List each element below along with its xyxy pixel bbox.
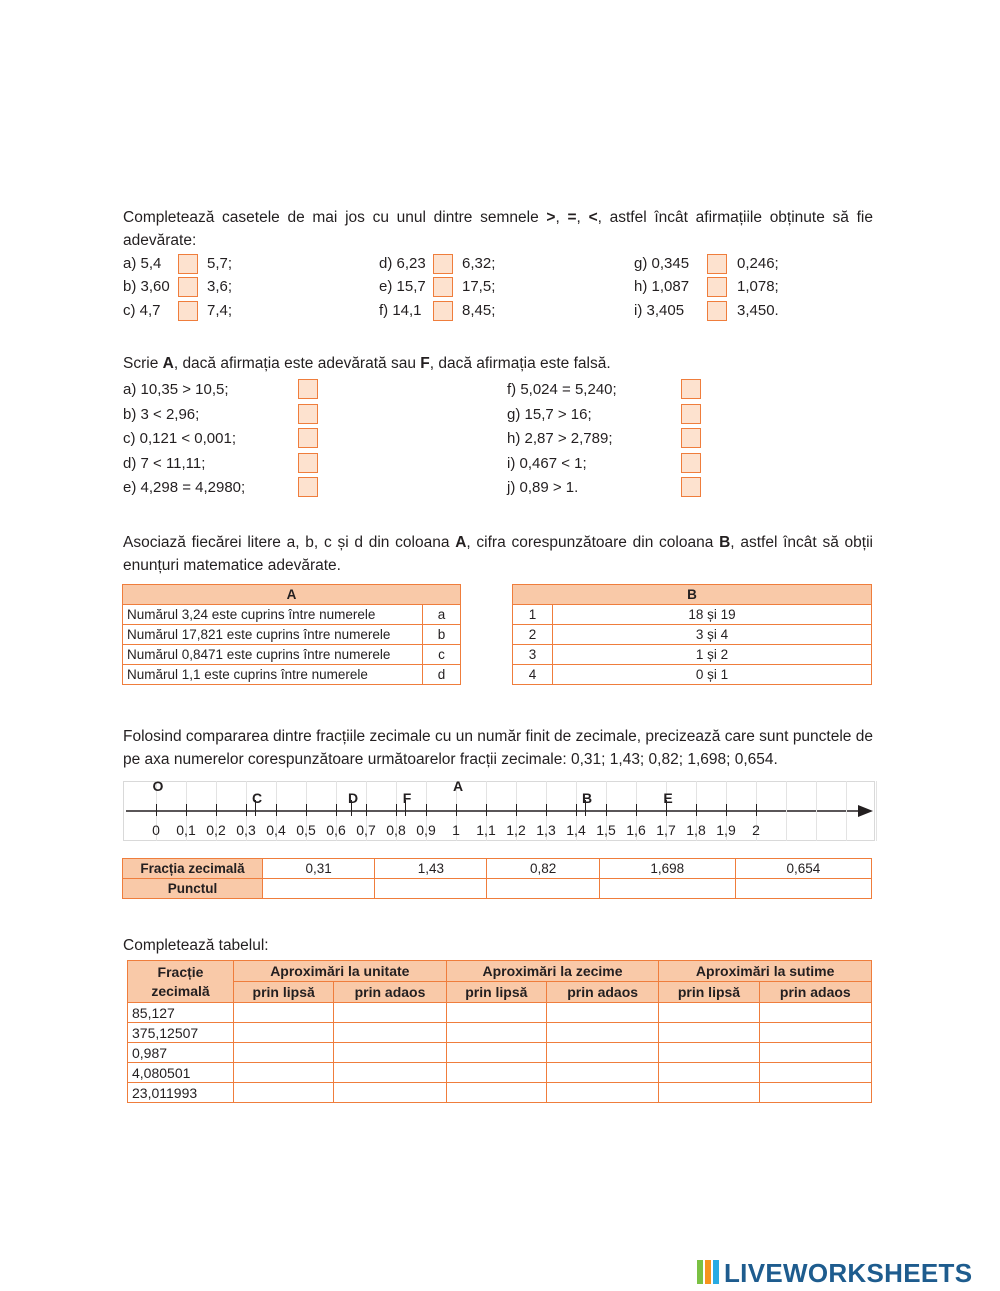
grid-line xyxy=(876,781,877,841)
true-false-answer-box[interactable] xyxy=(298,477,318,497)
true-false-answer-box[interactable] xyxy=(298,379,318,399)
axis-tick-label: 1,2 xyxy=(506,822,526,838)
table-row xyxy=(128,1063,872,1083)
compare-left-value: g) 0,345 xyxy=(634,255,690,272)
ex5-head-fraction: Fracție zecimală xyxy=(128,961,234,1003)
axis-tick xyxy=(426,804,427,816)
axis-tick-label: 0,5 xyxy=(296,822,316,838)
axis-tick xyxy=(636,804,637,816)
axis-tick xyxy=(336,804,337,816)
axis-tick xyxy=(366,804,367,816)
true-false-answer-box[interactable] xyxy=(681,477,701,497)
axis-tick-label: 0,3 xyxy=(236,822,256,838)
approximation-answer-cell[interactable] xyxy=(446,1083,546,1103)
compare-right-value: 17,5; xyxy=(462,278,496,295)
true-false-answer-box[interactable] xyxy=(298,453,318,473)
axis-tick xyxy=(456,804,457,816)
approximation-answer-cell[interactable] xyxy=(446,1003,546,1023)
decimal-fraction-cell: 85,127 xyxy=(128,1003,234,1023)
grid-line xyxy=(846,781,847,841)
decimal-fraction-cell: 4,080501 xyxy=(128,1063,234,1083)
axis-tick xyxy=(696,804,697,816)
point-answer-cell[interactable] xyxy=(487,879,599,899)
axis-tick-label: 0,1 xyxy=(176,822,196,838)
table-row: Numărul 17,821 este cuprins între numerele b xyxy=(123,625,461,645)
sign-answer-box[interactable] xyxy=(707,277,727,297)
point-answer-cell[interactable] xyxy=(263,879,375,899)
liveworksheets-logo: LIVEWORKSHEETS xyxy=(724,1258,973,1288)
approximation-answer-cell[interactable] xyxy=(759,1003,871,1023)
table-row: 2 3 și 4 xyxy=(513,625,872,645)
statement-text: g) 15,7 > 16; xyxy=(507,406,592,423)
compare-right-value: 7,4; xyxy=(207,302,233,319)
axis-tick-label: 1,7 xyxy=(656,822,676,838)
point-label: C xyxy=(251,790,263,806)
point-answer-cell[interactable] xyxy=(735,879,871,899)
table-a xyxy=(122,584,461,685)
approximation-answer-cell[interactable] xyxy=(234,1023,334,1043)
liveworksheets-logo-icon xyxy=(697,1260,719,1284)
compare-left-value: e) 15,7 xyxy=(379,278,426,295)
approximation-answer-cell[interactable] xyxy=(546,1083,658,1103)
compare-left-value: h) 1,087 xyxy=(634,278,690,295)
sign-answer-box[interactable] xyxy=(178,254,198,274)
axis-tick-label: 1,8 xyxy=(686,822,706,838)
approximation-answer-cell[interactable] xyxy=(659,1003,759,1023)
compare-right-value: 3,450. xyxy=(737,302,779,319)
ex4-row2-label: Punctul xyxy=(123,879,263,899)
compare-right-value: 6,32; xyxy=(462,255,496,272)
approximation-answer-cell[interactable] xyxy=(759,1043,871,1063)
statement-text: f) 5,024 = 5,240; xyxy=(507,381,617,398)
axis-tick xyxy=(306,804,307,816)
approximation-answer-cell[interactable] xyxy=(234,1083,334,1103)
approximation-answer-cell[interactable] xyxy=(546,1063,658,1083)
axis-tick-label: 1 xyxy=(452,822,460,838)
approximation-answer-cell[interactable] xyxy=(546,1043,658,1063)
compare-right-value: 5,7; xyxy=(207,255,233,272)
approximation-answer-cell[interactable] xyxy=(759,1023,871,1043)
ex5-table: Fracție zecimală Aproximări la unitate Aproximări la zecime Aproximări la sutime prin lipsă prin adaos prin lipsă prin adaos prin lipsă prin adaos 85,127 375,12507 0,987 4,080501 23,011993 xyxy=(127,960,872,1103)
axis-tick-label: 0 xyxy=(152,822,160,838)
table-row: 3 1 și 2 xyxy=(513,645,872,665)
axis-tick xyxy=(726,804,727,816)
sign-answer-box[interactable] xyxy=(433,301,453,321)
compare-right-value: 1,078; xyxy=(737,278,779,295)
axis-tick-label: 1,1 xyxy=(476,822,496,838)
approximation-answer-cell[interactable] xyxy=(659,1023,759,1043)
point-label: O xyxy=(152,778,164,794)
axis-tick-label: 1,3 xyxy=(536,822,556,838)
sign-answer-box[interactable] xyxy=(707,254,727,274)
axis-tick xyxy=(216,804,217,816)
axis-tick-label: 1,5 xyxy=(596,822,616,838)
point-label: B xyxy=(581,790,593,806)
approximation-answer-cell[interactable] xyxy=(759,1083,871,1103)
approximation-answer-cell[interactable] xyxy=(659,1043,759,1063)
ex2-instruction: Scrie A, dacă afirmația este adevărată sau F, dacă afirmația este falsă. xyxy=(123,355,611,372)
number-line-axis xyxy=(123,800,875,824)
table-row: Numărul 1,1 este cuprins între numerele d xyxy=(123,665,461,685)
compare-left-value: f) 14,1 xyxy=(379,302,422,319)
axis-tick-label: 1,9 xyxy=(716,822,736,838)
approximation-answer-cell[interactable] xyxy=(659,1063,759,1083)
approximation-answer-cell[interactable] xyxy=(446,1023,546,1043)
axis-tick xyxy=(156,804,157,816)
table-row: Numărul 0,8471 este cuprins între numerele c xyxy=(123,645,461,665)
axis-tick xyxy=(276,804,277,816)
sign-answer-box[interactable] xyxy=(433,254,453,274)
axis-tick-label: 0,4 xyxy=(266,822,286,838)
ex3-instruction: Asociază fiecărei litere a, b, c și d din coloana A, cifra corespunzătoare din coloana B, astfel încât să obții enunțuri matematice adevărate. xyxy=(123,534,873,574)
point-answer-cell[interactable] xyxy=(599,879,735,899)
table-row xyxy=(128,1083,872,1103)
axis-tick xyxy=(186,804,187,816)
ex4-row1-label: Fracția zecimală xyxy=(123,859,263,879)
decimal-fraction-cell: 375,12507 xyxy=(128,1023,234,1043)
sign-answer-box[interactable] xyxy=(707,301,727,321)
true-false-answer-box[interactable] xyxy=(681,379,701,399)
point-answer-cell[interactable] xyxy=(375,879,487,899)
axis-tick xyxy=(756,804,757,816)
true-false-answer-box[interactable] xyxy=(681,428,701,448)
compare-left-value: b) 3,60 xyxy=(123,278,170,295)
table-row: Numărul 3,24 este cuprins între numerele a xyxy=(123,605,461,625)
approximation-answer-cell[interactable] xyxy=(334,1063,446,1083)
approximation-answer-cell[interactable] xyxy=(759,1063,871,1083)
table-b xyxy=(512,584,872,685)
statement-text: c) 0,121 < 0,001; xyxy=(123,430,236,447)
statement-text: h) 2,87 > 2,789; xyxy=(507,430,613,447)
point-label: A xyxy=(452,778,464,794)
table-row: 1 18 și 19 xyxy=(513,605,872,625)
ex1-instruction: Completează casetele de mai jos cu unul dintre semnele >, =, <, astfel încât afirmațiile obținute să fie adevărate: xyxy=(123,209,873,249)
axis-tick xyxy=(486,804,487,816)
approximation-answer-cell[interactable] xyxy=(334,1003,446,1023)
approximation-answer-cell[interactable] xyxy=(234,1043,334,1063)
compare-left-value: d) 6,23 xyxy=(379,255,426,272)
grid-line xyxy=(786,781,787,841)
point-label: E xyxy=(663,790,673,806)
axis-tick-label: 0,7 xyxy=(356,822,376,838)
compare-right-value: 0,246; xyxy=(737,255,779,272)
axis-tick xyxy=(576,804,577,816)
statement-text: i) 0,467 < 1; xyxy=(507,455,587,472)
axis-tick xyxy=(606,804,607,816)
true-false-answer-box[interactable] xyxy=(298,404,318,424)
axis-tick-label: 0,9 xyxy=(416,822,436,838)
approximation-answer-cell[interactable] xyxy=(546,1023,658,1043)
approximation-answer-cell[interactable] xyxy=(334,1083,446,1103)
point-label: F xyxy=(402,790,412,806)
axis-tick-label: 2 xyxy=(752,822,760,838)
axis-tick xyxy=(516,804,517,816)
axis-tick-label: 0,6 xyxy=(326,822,346,838)
table-row xyxy=(128,1003,872,1023)
approximation-answer-cell[interactable] xyxy=(234,1003,334,1023)
true-false-answer-box[interactable] xyxy=(681,404,701,424)
decimal-fraction-cell: 0,987 xyxy=(128,1043,234,1063)
axis-tick-label: 0,2 xyxy=(206,822,226,838)
axis-tick-label: 0,8 xyxy=(386,822,406,838)
compare-left-value: c) 4,7 xyxy=(123,302,161,319)
statement-text: d) 7 < 11,11; xyxy=(123,455,206,472)
approximation-answer-cell[interactable] xyxy=(334,1023,446,1043)
sign-answer-box[interactable] xyxy=(178,277,198,297)
axis-tick xyxy=(396,804,397,816)
axis-tick-label: 1,6 xyxy=(626,822,646,838)
compare-right-value: 8,45; xyxy=(462,302,496,319)
table-row xyxy=(128,1043,872,1063)
statement-text: e) 4,298 = 4,2980; xyxy=(123,479,246,496)
axis-tick xyxy=(546,804,547,816)
decimal-fraction-cell: 23,011993 xyxy=(128,1083,234,1103)
statement-text: b) 3 < 2,96; xyxy=(123,406,200,423)
ex5-instruction: Completează tabelul: xyxy=(123,937,269,954)
ex4-table: Fracția zecimală 0,31 1,43 0,82 1,698 0,654 Punctul xyxy=(122,858,872,899)
approximation-answer-cell[interactable] xyxy=(446,1043,546,1063)
approximation-answer-cell[interactable] xyxy=(659,1083,759,1103)
table-a-header: A xyxy=(123,585,461,605)
approximation-answer-cell[interactable] xyxy=(334,1043,446,1063)
sign-answer-box[interactable] xyxy=(178,301,198,321)
table-b-header: B xyxy=(513,585,872,605)
statement-text: j) 0,89 > 1. xyxy=(507,479,579,496)
true-false-answer-box[interactable] xyxy=(681,453,701,473)
axis-tick xyxy=(246,804,247,816)
approximation-answer-cell[interactable] xyxy=(546,1003,658,1023)
compare-left-value: i) 3,405 xyxy=(634,302,685,319)
true-false-answer-box[interactable] xyxy=(298,428,318,448)
statement-text: a) 10,35 > 10,5; xyxy=(123,381,229,398)
sign-answer-box[interactable] xyxy=(433,277,453,297)
table-row: 4 0 și 1 xyxy=(513,665,872,685)
compare-left-value: a) 5,4 xyxy=(123,255,162,272)
point-label: D xyxy=(347,790,359,806)
table-row xyxy=(128,1023,872,1043)
approximation-answer-cell[interactable] xyxy=(234,1063,334,1083)
ex4-instruction: Folosind compararea dintre fracțiile zecimale cu un număr finit de zecimale, precizează care sunt punctele de pe axa numerelor corespunzătoare următoarelor fracții zecimale: 0,31; 1,43; 0,82; 1,698; 0,654. xyxy=(123,728,873,768)
grid-line xyxy=(816,781,817,841)
compare-right-value: 3,6; xyxy=(207,278,233,295)
approximation-answer-cell[interactable] xyxy=(446,1063,546,1083)
axis-arrow-icon xyxy=(858,805,873,817)
axis-tick-label: 1,4 xyxy=(566,822,586,838)
